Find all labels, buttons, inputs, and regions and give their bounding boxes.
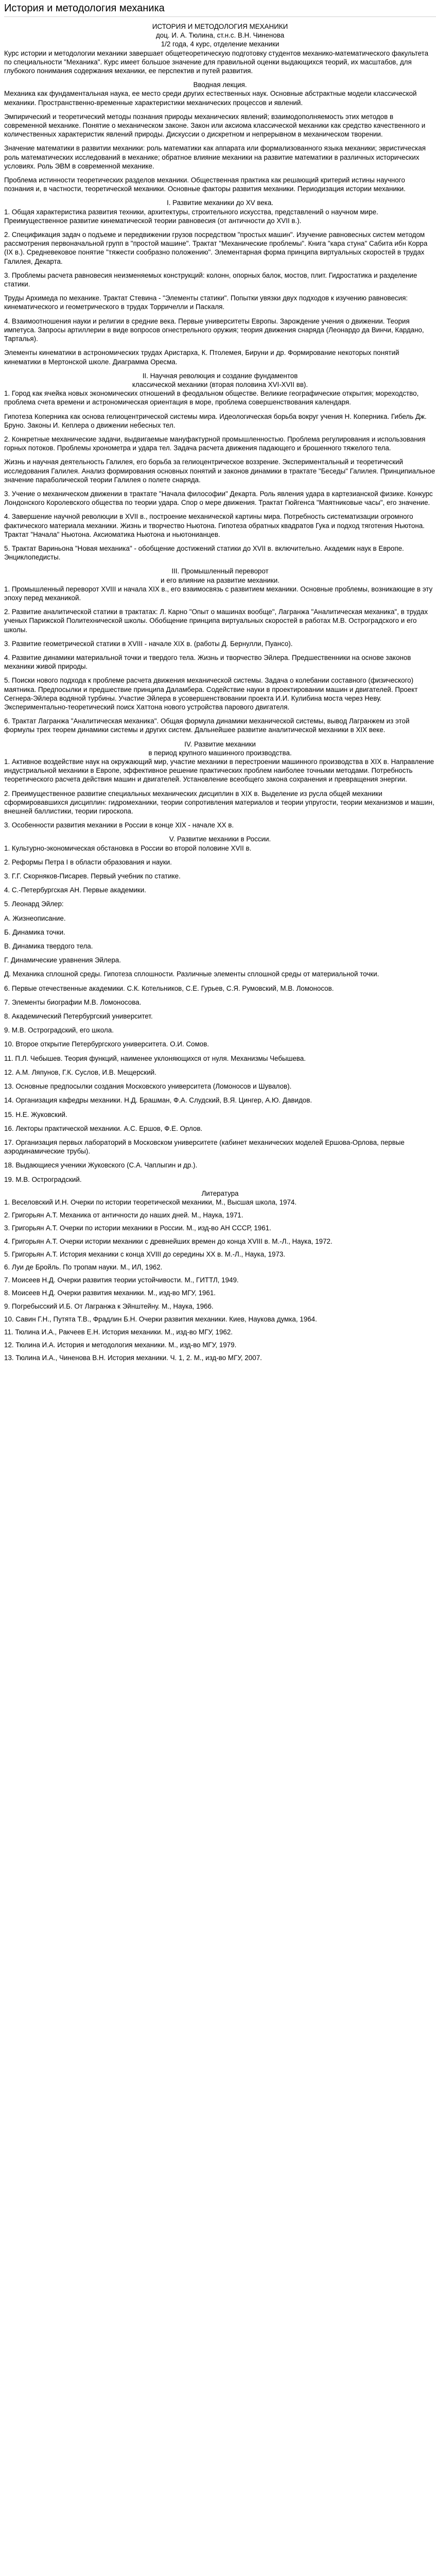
syllabus-sections <box>4 198 436 1183</box>
section-item: 2. Реформы Петра I в области образования и науки. <box>4 858 172 866</box>
reference-item: 12. Тюлина И.А. История и методология механики. М., изд-во МГУ, 1979. <box>4 1341 237 1349</box>
section-item: 1. Общая характеристика развития техники, архитектуры, строительного искусства, представлений о научном мире. Преимущественное развитие кинематической теории равновесия (от античности до XVII в.). <box>4 208 378 225</box>
section-item: 3. Проблемы расчета равновесия неизменяемых конструкций: колонн, опорных балок, мостов, плит. Гидростатика и разделение статики. <box>4 271 417 289</box>
reference-item: 11. Тюлина И.А., Ракчеев Е.Н. История механики. М., изд-во МГУ, 1962. <box>4 1328 233 1336</box>
intro-paragraph: Курс истории и методологии механики завершает общетеоретическую подготовку студентов механико-математического факультета по специальности "Механика". Курс имеет большое значение для правильной оценки выдающихся теорий, их масштабов, для глубокого понимания содержания механики, ее перспектив и путей развития. <box>4 49 429 75</box>
section-item: 1. Активное воздействие наук на окружающий мир, участие механики в перестроении машинного производства в XIX в. Направление индустриальной механики в Европе, эффективное решение практических проблем наиболее точными методами. Потребность теоретического расчета действия машин и двигателей. Установление всеобщего закона сохранения и превращения энергии. <box>4 758 434 784</box>
section-item: Жизнь и научная деятельность Галилея, его борьба за гелиоцентрическое воззрение. Экспериментальный и теоретический исследования Галилея. Анализ формирования основных понятий и законов динамики в трактате "Беседы" Галилея. Принципиальное значение параболической теории Галилея о полете снаряда. <box>4 458 435 484</box>
section <box>4 835 436 1183</box>
reference-item: 9. Погребысский И.Б. От Лагранжа к Эйнштейну. М., Наука, 1966. <box>4 1302 214 1310</box>
section-item: 2. Конкретные механические задачи, выдвигаемые мануфактурной промышленностью. Проблема регулирования и использования горных потоков. Проблемы хронометра и удара тел. Задача расчета движения падающего и брошенного тяжелого тела. <box>4 435 426 452</box>
section-item: 5. Трактат Вариньона "Новая механика" - обобщение достижений статики до XVII в. включительно. Академик наук в Европе. Энциклопедисты. <box>4 544 404 562</box>
reference-item: 8. Моисеев Н.Д. Очерки развития механики. М., изд-во МГУ, 1961. <box>4 1289 216 1297</box>
course-authors: доц. И. А. Тюлина, ст.н.с. В.Н. Чиненова <box>155 31 285 40</box>
section-subtitle: классической механики (вторая половина XVI-XVII вв). <box>132 380 308 388</box>
lecture-heading: Вводная лекция. <box>193 81 247 89</box>
section-item: 15. Н.Е. Жуковский. <box>4 1110 67 1118</box>
reference-item: 6. Луи де Бройль. По тропам науки. М., ИЛ, 1962. <box>4 1263 163 1271</box>
section-item: 10. Второе открытие Петербургского университета. О.И. Сомов. <box>4 1040 209 1048</box>
section-item: Труды Архимеда по механике. Трактат Стевина - "Элементы статики". Попытки увязки двух подходов к изучению равновесия: кинематического и геометрического в трудах Торричелли и Паскаля. <box>4 294 408 311</box>
section-item: Г. Динамические уравнения Эйлера. <box>4 956 121 964</box>
reference-item: 2. Григорьян А.Т. Механика от античности до наших дней. М., Наука, 1971. <box>4 1211 243 1219</box>
section <box>4 371 436 562</box>
section-item: Б. Динамика точки. <box>4 928 65 936</box>
lecture-paragraph: Эмпирический и теоретический методы познания природы механических явлений; взаимодополняемость этих методов в современной механике. Понятие о механическом законе. Закон или аксиома классической механики как средство качественного и количественных характеристик явлений природы. Дискуссии о дискретном и непрерывном в механическом творении. <box>4 112 426 139</box>
lecture-paragraph: Значение математики в развитии механики: роль математики как аппарата или формализованного языка механики; эвристическая роль математических исследований в механике; обратное влияние механики на развитие математики в различных исторических условиях. Роль ЭВМ в современной механике. <box>4 144 426 170</box>
course-title: ИСТОРИЯ И МЕТОДОЛОГИЯ МЕХАНИКИ <box>152 23 288 30</box>
section-item: 16. Лекторы практической механики. А.С. Ершов, Ф.Е. Орлов. <box>4 1124 203 1132</box>
section-item: 1. Культурно-экономическая обстановка в России во второй половине XVII в. <box>4 844 252 852</box>
reference-item: 1. Веселовский И.Н. Очерки по истории теоретической механики, М., Высшая школа, 1974. <box>4 1198 297 1206</box>
page-title: История и методология механика <box>4 2 436 17</box>
reference-item: 3. Григорьян А.Т. Очерки по истории механики в России. М., изд-во АН СССР, 1961. <box>4 1224 271 1232</box>
section-title: IV. Развитие механики <box>184 740 256 748</box>
reference-item: 7. Моисеев Н.Д. Очерки развития теории устойчивости. М., ГИТТЛ, 1949. <box>4 1276 239 1284</box>
section-item: 3. Учение о механическом движении в трактате "Начала философии" Декарта. Роль явления удара в картезианской физике. Конкурс Лондонского Королевского общества по теории удара. Спор о мере движения. Трактат Гюйгенса "Маятниковые часы", его значение. <box>4 489 433 507</box>
section-item: 2. Преимущественное развитие специальных механических дисциплин в XIX в. Выделение из русла общей механики сформировавшихся дисциплин: гидромеханики, теории сопротивления материалов и теории упругости, теории механизмов и машин, внешней баллистики, теории гироскопа. <box>4 789 434 816</box>
reference-item: 13. Тюлина И.А., Чиненова В.Н. История механики. Ч. 1, 2. М., изд-во МГУ, 2007. <box>4 1354 262 1362</box>
section <box>4 198 436 366</box>
section-item: 1. Город как ячейка новых экономических отношений в феодальном обществе. Великие географические открытия; мореходство, проблема счета времени и астрономическая ориентация в море, проблема совершенствования календаря. <box>4 389 419 406</box>
section-title: III. Промышленный переворот <box>171 567 269 575</box>
section-item: 2. Развитие аналитической статики в трактатах: Л. Карно "Опыт о машинах вообще", Лагранжа "Аналитическая механика", в трудах ученых Парижской Политехнической школы. Обобщение принципа виртуальных скоростей в работах М.В. Остроградского и его школы. <box>4 608 428 634</box>
reference-item: 10. Савин Г.Н., Путята Т.В., Фрадлин Б.Н. Очерки развития механики. Киев, Наукова думка, 1964. <box>4 1315 317 1323</box>
section-item: 3. Особенности развития механики в России в конце XIX - начале XX в. <box>4 821 234 829</box>
reference-item: 4. Григорьян А.Т. Очерки истории механики с древнейших времен до конца XVIII в. М.-Л., Наука, 1972. <box>4 1237 333 1245</box>
section-item: 13. Основные предпосылки создания Московского университета (Ломоносов и Шувалов). <box>4 1082 292 1091</box>
section-item: 9. М.В. Остроградский, его школа. <box>4 1026 114 1035</box>
lecture-paragraph: Проблема истинности теоретических разделов механики. Общественная практика как решающий критерий истины научного познания и, в частности, теоретической механики. Основные факторы развития механики. Периодизация истории механики. <box>4 176 406 193</box>
section-item: 2. Спецификация задач о подъеме и передвижении грузов посредством "простых машин". Изучение равновесных систем методом рассмотрения первоначальной групп в "простой машине". Трактат "Механические проблемы". Книга "кара стуна" Сабита ибн Корра (IX в.). Средневековое понятие "тяжести сообразно положению". Элементарная форма принципа виртуальных скоростей в трудах Галилея, Декарта. <box>4 231 428 265</box>
lecture-paragraph: Механика как фундаментальная наука, ее место среди других естественных наук. Основные абстрактные модели классической механики. Пространственно-временные характеристики механических процессов и явлений. <box>4 90 417 107</box>
section-subtitle: в период крупного машинного производства. <box>148 749 292 757</box>
section-item: Д. Механика сплошной среды. Гипотеза сплошности. Различные элементы сплошной среды от материальной точки. <box>4 970 379 978</box>
section <box>4 567 436 734</box>
lecture-body <box>4 89 436 193</box>
section-item: Гипотеза Коперника как основа гелиоцентрической системы мира. Идеологическая борьба вокруг учения Н. Коперника. Гибель Дж. Бруно. Законы И. Кеплера о движении небесных тел. <box>4 412 427 429</box>
section-item: 6. Первые отечественные академики. С.К. Котельников, С.Е. Гурьев, С.Я. Румовский, М.В. Ломоносов. <box>4 984 334 992</box>
section-title: I. Развитие механики до XV века. <box>166 199 274 207</box>
section <box>4 740 436 830</box>
section-item: 14. Организация кафедры механики. Н.Д. Брашман, Ф.А. Слудский, В.Я. Цингер, А.Ю. Давидов. <box>4 1096 312 1105</box>
references-heading: Литература <box>201 1189 239 1197</box>
section-item: 1. Промышленный переворот XVIII и начала XIX в., его взаимосвязь с развитием механики. Основные проблемы, возникающие в эту эпоху перед механикой. <box>4 585 433 602</box>
section-item: 8. Академический Петербургский университет. <box>4 1012 153 1021</box>
section-item: А. Жизнеописание. <box>4 914 66 922</box>
section-item: Элементы кинематики в астрономических трудах Аристарха, К. Птолемея, Бируни и др. Формирование некоторых понятий кинематики в Мертонской школе. Диаграмма Оресма. <box>4 349 399 366</box>
section-item: 19. М.В. Остроградский. <box>4 1175 82 1183</box>
section-subtitle: и его влияние на развитие механики. <box>161 576 280 584</box>
section-item: 4. Завершение научной революции в XVII в., построение механической картины мира. Потребность систематизации огромного фактического материала механики. Жизнь и творчество Ньютона. Гипотеза обратных квадратов Гука и подход тяготения Ньютона. Трактат "Начала" Ньютона. Аксиоматика Ньютона и ньютонианцев. <box>4 513 425 538</box>
section-item: 3. Г.Г. Скорняков-Писарев. Первый учебник по статике. <box>4 872 181 880</box>
section-item: 4. С.-Петербургская АН. Первые академики. <box>4 886 146 894</box>
section-title: V. Развитие механики в России. <box>169 835 271 843</box>
section-item: 4. Развитие динамики материальной точки и твердого тела. Жизнь и творчество Эйлера. Предшественники на основе законов механики живой природы. <box>4 653 411 671</box>
section-item: 4. Взаимоотношения науки и религии в средние века. Первые университеты Европы. Зарождение учения о движении. Теория импетуса. Запросы артиллерии в виде вопросов огнестрельного оружия; теория движения снаряда (Леонардо да Винчи, Кардано, Тарталья). <box>4 317 424 343</box>
section-title: II. Научная революция и создание фундаментов <box>142 371 298 380</box>
section-item: 12. А.М. Ляпунов, Г.К. Суслов, И.В. Мещерский. <box>4 1068 156 1076</box>
references-list <box>4 1198 436 1363</box>
section-item: 17. Организация первых лабораторий в Московском университете (кабинет механических моделей Ершова-Орлова, первые аэродинамические трубы). <box>4 1138 405 1156</box>
section-item: 5. Леонард Эйлер: <box>4 900 64 908</box>
section-item: 6. Трактат Лагранжа "Аналитическая механика". Общая формула динамики механической системы, вывод Лагранжем из этой формулы трех теорем динамики системы и других систем. Дальнейшее развитие аналитической механики в XIX веке. <box>4 717 410 734</box>
section-item: В. Динамика твердого тела. <box>4 942 93 951</box>
reference-item: 5. Григорьян А.Т. История механики с конца XVIII до середины XX в. М.-Л., Наука, 1973. <box>4 1250 286 1258</box>
section-item: 7. Элементы биографии М.В. Ломоносова. <box>4 998 142 1006</box>
section-item: 11. П.Л. Чебышев. Теория функций, наименее уклоняющихся от нуля. Механизмы Чебышева. <box>4 1054 306 1062</box>
section-item: 5. Поиски нового подхода к проблеме расчета движения механической системы. Задача о колебании составного (физического) маятника. Предпосылки и предшествие принципа Даламбера. Содействие науки в проектировании машин и двигателей. Проект Сегнера-Эйлера водяной турбины. Участие Эйлера в усовершенствовании проекта И.И. Кулибина моста через Неву. Экспериментально-теоретический поиск Хаттона нового устройства парового двигателя. <box>4 676 418 711</box>
section-item: 3. Развитие геометрической статики в XVIII - начале XIX в. (работы Д. Бернулли, Пуансо). <box>4 639 293 648</box>
course-info: 1/2 года, 4 курс, отделение механики <box>161 40 280 48</box>
section-item: 18. Выдающиеся ученики Жуковского (С.А. Чаплыгин и др.). <box>4 1161 198 1170</box>
